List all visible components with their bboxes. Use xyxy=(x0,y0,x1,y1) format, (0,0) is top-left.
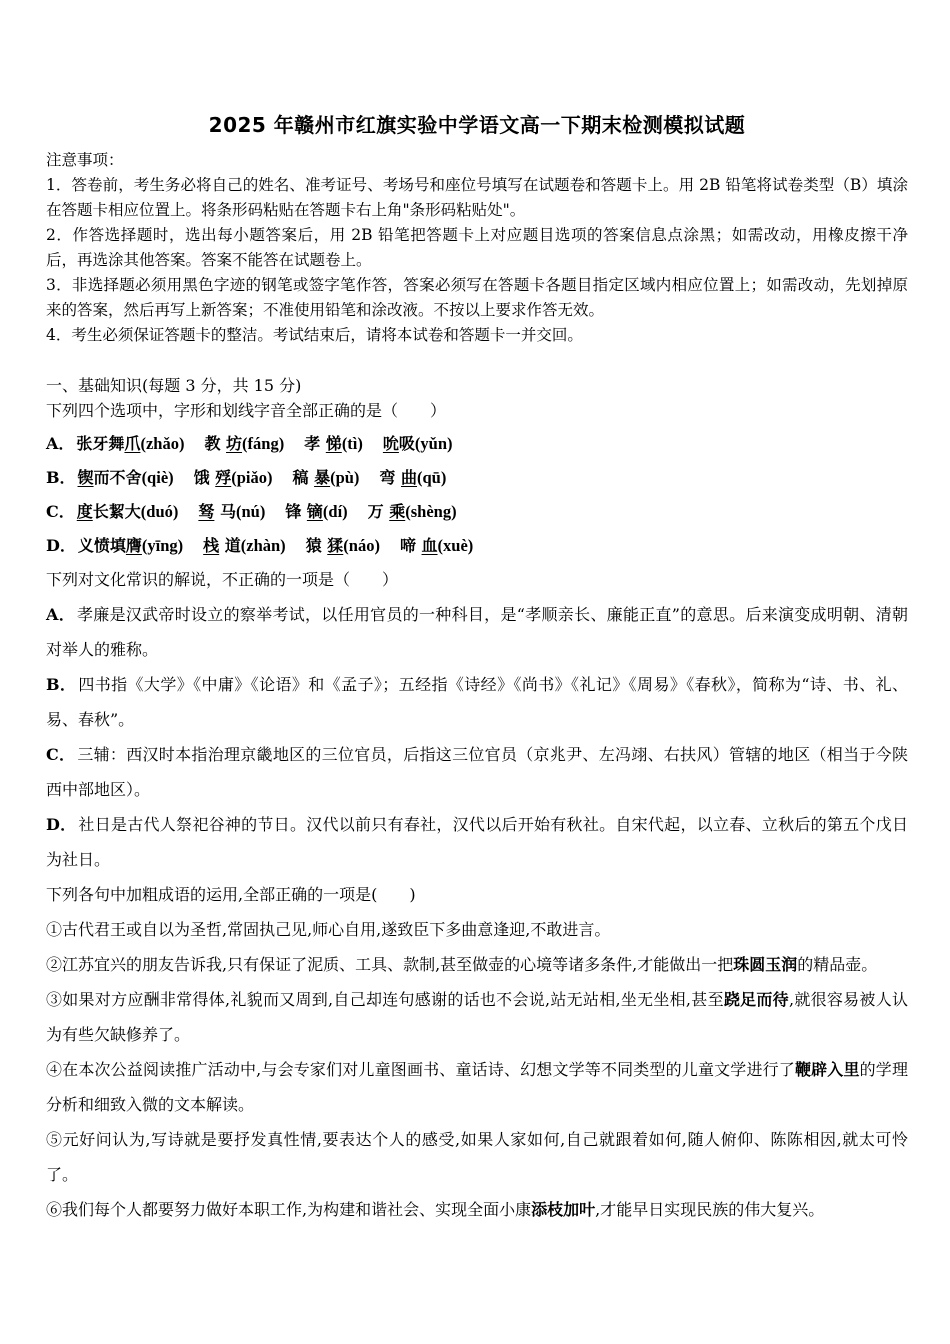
question-1-stem: 下列四个选项中，字形和划线字音全部正确的是（ ） xyxy=(46,401,447,420)
term-text: 教 xyxy=(204,434,227,453)
bold-idiom: 跷足而待 xyxy=(723,990,789,1009)
option-label: A． xyxy=(46,605,75,624)
term-text: 锋 xyxy=(285,502,307,521)
pinyin: (tì) xyxy=(341,434,363,453)
sentence-text: 的精品壶。 xyxy=(797,955,878,974)
term xyxy=(400,536,473,555)
question-1-option-d xyxy=(46,529,908,563)
bold-idiom: 珠圆玉润 xyxy=(733,955,798,974)
option-text: 三辅：西汉时本指治理京畿地区的三位官员，后指这三位官员（京兆尹、左冯翊、右扶风）管辖的地区（相当于今陕西中部地区）。 xyxy=(46,745,908,799)
section-heading: 一、基础知识(每题 3 分，共 15 分) xyxy=(46,376,302,395)
term-text: 张牙舞 xyxy=(76,434,125,453)
exam-title: 2025 年赣州市红旗实验中学语文高一下期末检测模拟试题 xyxy=(208,113,746,137)
pinyin: (piǎo) xyxy=(231,468,273,487)
section-basic-knowledge xyxy=(46,373,908,1227)
term xyxy=(203,536,286,555)
underlined-char: 殍 xyxy=(215,468,232,487)
question-3-sentence-4 xyxy=(46,1052,908,1122)
underlined-char: 曲 xyxy=(401,468,418,487)
option-label: C． xyxy=(46,745,76,764)
term xyxy=(78,468,174,487)
underlined-char: 血 xyxy=(421,536,438,555)
term xyxy=(194,468,273,487)
question-3-stem: 下列各句中加粗成语的运用,全部正确的一项是( ) xyxy=(46,885,416,904)
option-text: 社日是古代人祭祀谷神的节日。汉代以前只有春社，汉代以后开始有秋社。自宋代起，以立春、立秋后的第五个戊日为社日。 xyxy=(46,815,908,869)
underlined-char: 度 xyxy=(76,502,93,521)
underlined-char: 膺 xyxy=(125,536,142,555)
underlined-char: 镝 xyxy=(306,502,323,521)
pinyin: (nú) xyxy=(235,502,266,521)
pinyin: (pù) xyxy=(330,468,360,487)
underlined-char: 悌 xyxy=(325,434,342,453)
sentence-text: ④在本次公益阅读推广活动中,与会专家们对儿童图画书、童话诗、幻想文学等不同类型的儿童文学进行了 xyxy=(46,1060,795,1079)
term xyxy=(198,502,265,521)
underlined-char: 猱 xyxy=(327,536,344,555)
question-2-option-d xyxy=(46,807,908,877)
sentence-text: ①古代君王或自以为圣哲,常固执己见,师心自用,遂致臣下多曲意逢迎,不敢进言。 xyxy=(46,920,611,939)
option-label: B． xyxy=(46,675,77,694)
pinyin: (náo) xyxy=(343,536,380,555)
term-text: 吸 xyxy=(398,434,415,453)
term-text: 饿 xyxy=(193,468,216,487)
sentence-text: ③如果对方应酬非常得体,礼貌而又周到,自己却连句感谢的话也不会说,站无站相,坐无坐相,甚至 xyxy=(46,990,724,1009)
bold-idiom: 添枝加叶 xyxy=(531,1200,596,1219)
pinyin: (qū) xyxy=(417,468,447,487)
pinyin: (dí) xyxy=(322,502,348,521)
underlined-char: 驽 xyxy=(198,502,215,521)
term-text: 啼 xyxy=(399,536,422,555)
sentence-text: ⑤元好问认为,写诗就是要抒发真性情,要表达个人的感受,如果人家如何,自己就跟着如何,随人俯仰、陈陈相因,就太可怜了。 xyxy=(46,1130,908,1184)
option-label: B． xyxy=(46,468,76,487)
pinyin: (yīng) xyxy=(141,536,184,555)
option-text: 孝廉是汉武帝时设立的察举考试，以任用官员的一种科目，是“孝顺亲长、廉能正直”的意思。后来演变成明朝、清朝对举人的雅称。 xyxy=(46,605,908,659)
underlined-char: 乘 xyxy=(389,502,406,521)
pinyin: (shèng) xyxy=(405,502,457,521)
pinyin: (yǔn) xyxy=(414,434,453,453)
term-text: 义愤填 xyxy=(77,536,126,555)
underlined-char: 锲 xyxy=(77,468,94,487)
question-3-sentence-3 xyxy=(46,982,908,1052)
notice-heading: 注意事项： xyxy=(46,151,124,169)
question-2-stem: 下列对文化常识的解说，不正确的一项是（ ） xyxy=(46,570,399,589)
term-text: 孝 xyxy=(304,434,326,453)
underlined-char: 坊 xyxy=(226,434,243,453)
sentence-text: ②江苏宜兴的朋友告诉我,只有保证了泥质、工具、款制,甚至做壶的心境等诸多条件,才能做出一把 xyxy=(46,955,734,974)
question-2-option-b xyxy=(46,667,908,737)
sentence-text: ⑥我们每个人都要努力做好本职工作,为构建和谐社会、实现全面小康 xyxy=(46,1200,532,1219)
term-text: 弯 xyxy=(379,468,401,487)
question-1-options xyxy=(46,427,908,563)
term xyxy=(368,502,457,521)
notice-block xyxy=(46,148,908,348)
pinyin: (fáng) xyxy=(242,434,285,453)
underlined-char: 爪 xyxy=(124,434,141,453)
notice-item-2: 2．作答选择题时，选出每小题答案后，用 2B 铅笔把答题卡上对应题目选项的答案信息点涂黑；如需改动，用橡皮擦干净后，再选涂其他答案。答案不能答在试题卷上。 xyxy=(46,226,908,269)
sentence-text: ,才能早日实现民族的伟大复兴。 xyxy=(595,1200,825,1219)
term-text: 道 xyxy=(219,536,241,555)
question-3-sentence-5 xyxy=(46,1122,908,1192)
term xyxy=(379,468,446,487)
option-text: 四书指《大学》《中庸》《论语》和《孟子》；五经指《诗经》《尚书》《礼记》《周易》《春秋》，简称为“诗、书、礼、易、春秋”。 xyxy=(46,675,908,729)
sentence-text: 的学理分析和细致入微的文本解读。 xyxy=(46,1060,908,1114)
notice-item-3: 3．非选择题必须用黑色字迹的钢笔或签字笔作答，答案必须写在答题卡各题目指定区域内相应位置上；如需改动，先划掉原来的答案，然后再写上新答案；不准使用铅笔和涂改液。不按以上要求作答无效。 xyxy=(46,276,908,319)
notice-item-1: 1．答卷前，考生务必将自己的姓名、准考证号、考场号和座位号填写在试题卷和答题卡上。用 2B 铅笔将试卷类型（B）填涂在答题卡相应位置上。将条形码粘贴在答题卡右上角"条形码粘贴处"。 xyxy=(46,176,908,219)
bold-idiom: 鞭辟入里 xyxy=(794,1060,860,1079)
question-1 xyxy=(46,398,908,563)
pinyin: (zhàn) xyxy=(240,536,286,555)
underlined-char: 暴 xyxy=(314,468,331,487)
question-1-option-c xyxy=(46,495,908,529)
pinyin: (duó) xyxy=(140,502,179,521)
term xyxy=(78,536,183,555)
term xyxy=(285,502,347,521)
term-text: 长絜大 xyxy=(92,502,141,521)
term xyxy=(304,434,363,453)
pinyin: (xuè) xyxy=(437,536,474,555)
term-text: 马 xyxy=(214,502,236,521)
question-2-option-a xyxy=(46,597,908,667)
question-3-sentence-6 xyxy=(46,1192,908,1227)
term-text: 稿 xyxy=(292,468,315,487)
question-3 xyxy=(46,877,908,1227)
term xyxy=(77,502,179,521)
term xyxy=(292,468,359,487)
sentence-text: ,就很容易被人认为有些欠缺修养了。 xyxy=(46,990,908,1044)
underlined-char: 栈 xyxy=(203,536,220,555)
option-label: C． xyxy=(46,502,75,521)
option-label: D． xyxy=(46,815,77,834)
pinyin: (zhǎo) xyxy=(140,434,185,453)
question-3-sentence-2 xyxy=(46,947,908,982)
notice-item-4: 4．考生必须保证答题卡的整洁。考试结束后，请将本试卷和答题卡一并交回。 xyxy=(46,326,583,344)
term-text: 万 xyxy=(367,502,390,521)
question-3-sentence-1 xyxy=(46,912,908,947)
question-2 xyxy=(46,563,908,877)
question-2-option-c xyxy=(46,737,908,807)
term xyxy=(204,434,284,453)
underlined-char: 吮 xyxy=(382,434,399,453)
question-1-option-b xyxy=(46,461,908,495)
question-1-option-a xyxy=(46,427,908,461)
option-label: D． xyxy=(46,536,76,555)
term-text: 猿 xyxy=(305,536,328,555)
option-label: A． xyxy=(46,434,75,453)
term xyxy=(383,434,453,453)
term xyxy=(76,434,184,453)
pinyin: (qiè) xyxy=(141,468,174,487)
term xyxy=(306,536,380,555)
term-text: 而不舍 xyxy=(93,468,142,487)
